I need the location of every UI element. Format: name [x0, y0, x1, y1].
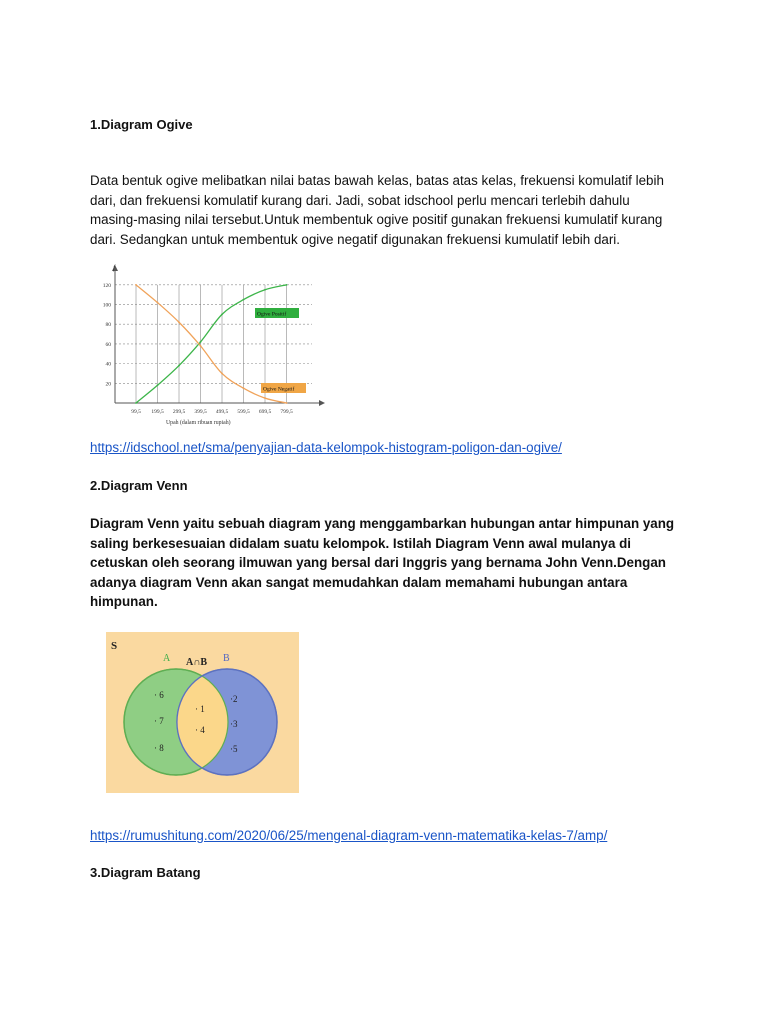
section-heading-ogive: 1.Diagram Ogive: [90, 117, 193, 132]
b-only-element: ·2: [230, 694, 238, 704]
paragraph-venn: Diagram Venn yaitu sebuah diagram yang menggambarkan hubungan antar himpunan yang saling berkesesuaian didalam suatu kelompok. Istilah Diagram Venn awal mulanya di cetuskan oleh seorang ilmuwan yang bersal dari Inggris yang bernama John Venn.Dengan adanya diagram Venn akan sangat memudahkan dalam memahami hubungan antara himpunan.: [90, 516, 675, 610]
y-tick-label: 20: [105, 381, 111, 388]
ogive-chart: [97, 263, 327, 433]
x-tick-label: 599,5: [237, 409, 250, 415]
section-heading-venn: 2.Diagram Venn: [90, 478, 188, 493]
x-tick-label: 799,5: [280, 409, 293, 415]
a-only-element: · 8: [154, 743, 164, 753]
universe-label: S: [111, 640, 118, 652]
y-axis-label: f: [113, 264, 115, 272]
ogive-negatif-point: [178, 321, 180, 323]
ogive-positif-point: [243, 299, 245, 301]
x-axis-label: Upah (dalam ribuan rupiah): [166, 420, 231, 426]
ogive-positif-point: [135, 402, 137, 404]
paragraph-ogive: Data bentuk ogive melibatkan nilai batas bawah kelas, batas atas kelas, frekuensi komulatif lebih dari, dan frekuensi komulatif kurang dari. Jadi, sobat idschool perlu mencari terlebih dahulu masing-masing nilai tersebut.Untuk membentuk ogive positif gunakan frekuensi kumulatif kurang dari. Sedangkan untuk membentuk ogive negatif digunakan frekuensi kumulatif lebih dari.: [90, 173, 664, 247]
y-tick-label: 80: [105, 322, 111, 329]
b-only-element: ·3: [230, 719, 238, 729]
ogive-positif-point: [286, 284, 288, 286]
legend-label-ogive-negatif: Ogive Negatif: [263, 386, 295, 393]
ogive-negatif-point: [200, 345, 202, 347]
x-tick-label: 99,5: [131, 409, 141, 415]
ogive-negatif-point: [221, 373, 223, 375]
link-idschool[interactable]: https://idschool.net/sma/penyajian-data-kelompok-histogram-poligon-dan-ogive/: [90, 440, 562, 455]
legend-ogive-positif: [255, 308, 299, 318]
set-a-label: A: [163, 653, 171, 664]
intersection-element: · 4: [195, 725, 205, 735]
y-tick-label: 120: [102, 282, 111, 289]
x-tick-label: 499,5: [215, 409, 229, 415]
x-tick-label: 699,5: [258, 409, 272, 415]
ogive-negatif-point: [264, 397, 266, 399]
a-only-element: · 7: [154, 716, 164, 726]
link-rumushitung[interactable]: https://rumushitung.com/2020/06/25/mengenal-diagram-venn-matematika-kelas-7/amp/: [90, 828, 608, 843]
x-tick-label: 199,5: [151, 409, 164, 415]
ogive-positif-point: [221, 313, 223, 315]
legend-label-ogive-positif: Ogive Positif: [257, 311, 287, 318]
set-b-label: B: [223, 653, 230, 664]
x-tick-label: 399,5: [194, 409, 207, 415]
y-tick-label: 40: [105, 361, 111, 368]
intersection-element: · 1: [195, 704, 205, 714]
section-heading-batang: 3.Diagram Batang: [90, 865, 201, 880]
ogive-negatif-point: [135, 284, 137, 286]
ogive-positif-point: [178, 365, 180, 367]
intersection-label: A∩B: [186, 657, 208, 668]
venn-diagram: [106, 632, 299, 793]
b-only-element: ·5: [230, 744, 238, 754]
ogive-positif-point: [264, 289, 266, 291]
a-only-element: · 6: [154, 690, 164, 700]
y-tick-label: 100: [102, 302, 111, 309]
ogive-negatif-point: [243, 387, 245, 389]
y-tick-label: 60: [105, 341, 111, 348]
ogive-negatif-point: [286, 402, 288, 404]
x-axis-arrow: [319, 400, 325, 406]
legend-ogive-negatif: [261, 383, 306, 393]
ogive-negatif-point: [157, 302, 159, 304]
ogive-positif-point: [157, 384, 159, 386]
x-tick-label: 299,5: [172, 409, 186, 415]
ogive-positif-point: [200, 341, 202, 343]
